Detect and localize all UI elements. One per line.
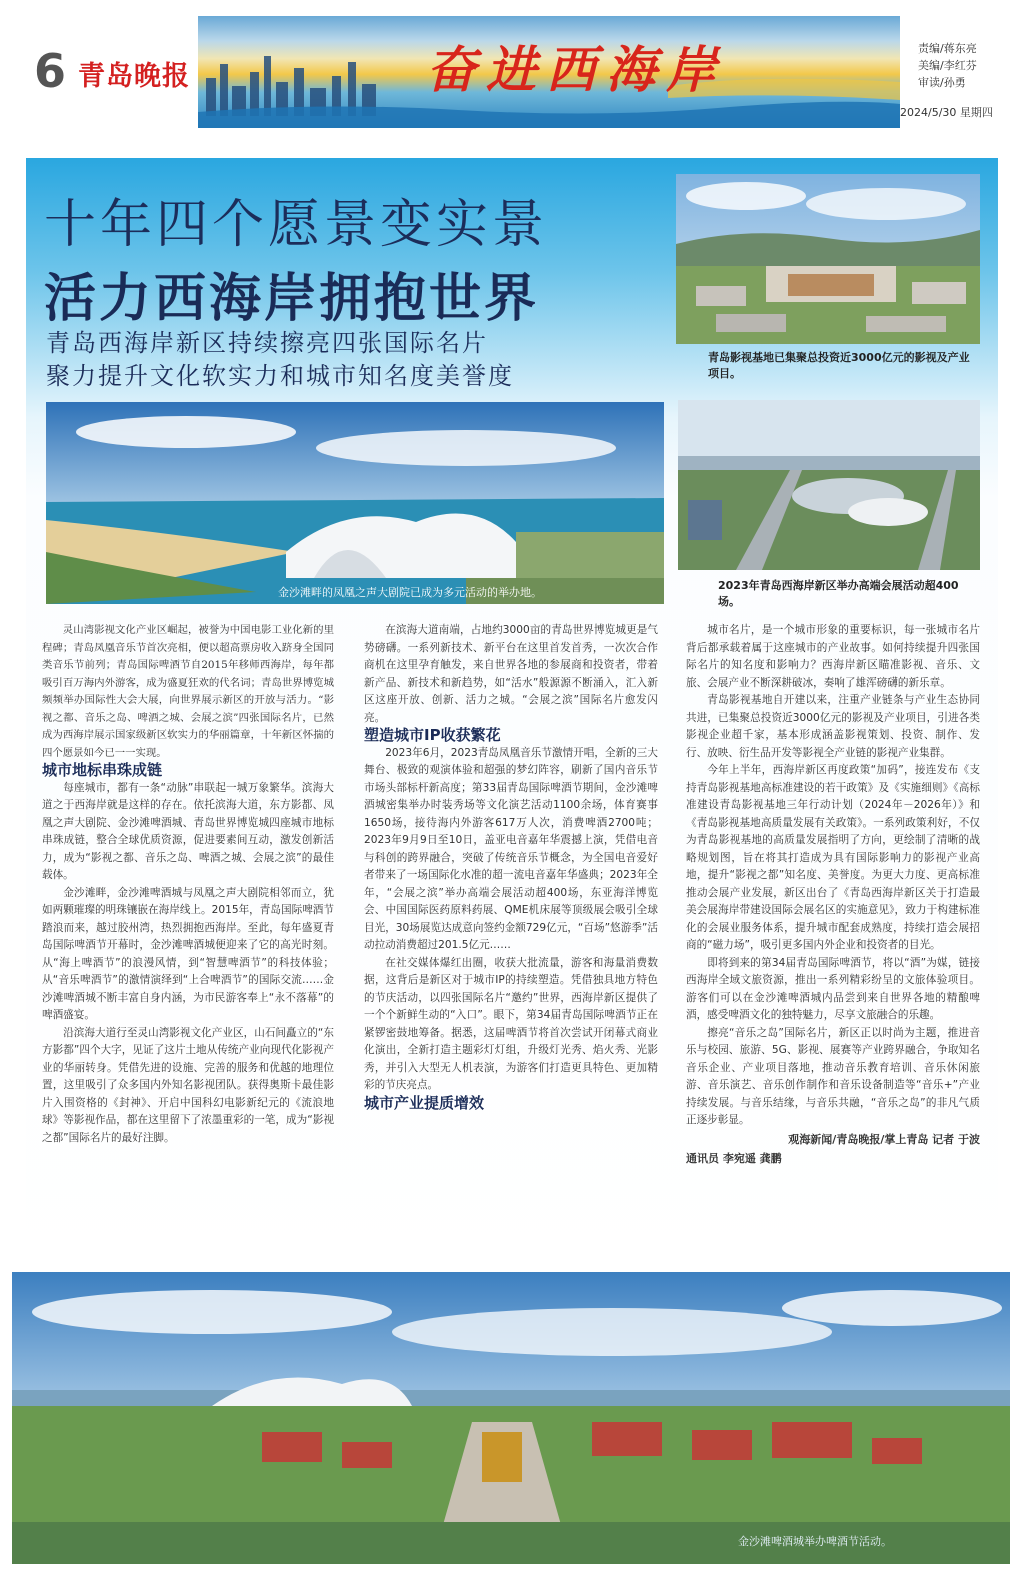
paragraph: 沿滨海大道行至灵山湾影视文化产业区，山石间矗立的“东方影都”四个大字，见证了这片土地从传统产业向现代化影视产业的华丽转身。凭借先进的设施、完善的服务和优越的地理位置，这里吸引了众多国内外知名影视团队。获得奥斯卡最佳影片入围资格的《封神》、开启中国科幻电影新纪元的《流浪地球》等影视作品，都在这里留下了浓墨重彩的一笔，成为“影视之都”国际名片的最好注脚。: [42, 1026, 334, 1144]
credit-editor: 责编/蒋东亮: [918, 42, 977, 55]
section-heading-landmarks: 城市地标串珠成链: [42, 761, 163, 779]
paragraph: 每座城市，都有一条“动脉”串联起一城万象繁华。滨海大道之于西海岸就是这样的存在。依托滨海大道，东方影都、凤凰之声大剧院、金沙滩啤酒城、青岛世界博览城四座城市地标串珠成链，整合全球优质资源，促进要素间互动，激发创新活力，成为“影视之都、音乐之岛、啤酒之城、会展之滨”的最佳载体。: [42, 781, 334, 881]
photo-expo-city: [678, 400, 980, 570]
section-heading-city-ip: 塑造城市IP收获繁花: [364, 726, 501, 744]
subheadline-2: 聚力提升文化软实力和城市知名度美誉度: [46, 362, 514, 390]
film-base-illustration: [676, 174, 980, 344]
caption-beer-city: 金沙滩啤酒城举办啤酒节活动。: [738, 1535, 892, 1548]
paragraph: 2023年6月，2023青岛凤凰音乐节激情开唱，全新的三大舞台、极致的观演体验和超强的梦幻阵容，刷新了国内音乐节市场头部标杆新高度；第33届青岛国际啤酒节期间，金沙滩啤酒城密集举办时装秀场等文化演艺活动1100余场，体育赛事1650场，接待海内外游客617万人次，消费啤酒2700吨；2023年9月9日至10日，盖亚电音嘉年华震撼上演，凭借电音与科创的跨界融合，突破了传统音乐节概念，为全国电音爱好者带来了一场国际化水准的超一流电音嘉年华盛典；2023年全年，“会展之滨”举办高端会展活动超400场，东亚海洋博览会、中国国际医药原料药展、QME机床展等顶级展会吸引全球目光，30场展览达成意向签约金额729亿元，“百场”悠游季”活动拉动消费超过201.5亿元……: [364, 746, 658, 951]
credit-proofreader: 审读/孙勇: [918, 76, 966, 89]
photo-film-base: [676, 174, 980, 344]
subheadline-1: 青岛西海岸新区持续擦亮四张国际名片: [46, 329, 488, 357]
credit-designer: 美编/李红芬: [918, 59, 977, 72]
page-number: 6: [34, 44, 67, 98]
caption-expo-city: 2023年青岛西海岸新区举办高端会展活动超400场。: [718, 579, 959, 608]
byline-reporter: 观海新闻/青岛晚报/掌上青岛 记者 于波: [788, 1132, 980, 1146]
paragraph: 在滨海大道南端，占地约3000亩的青岛世界博览城更是气势磅礴。一系列新技术、新平台在这里首发首秀，一次次合作商机在这里孕育触发，来自世界各地的参展商和投资者，带着新产品、新技术和新趋势，如“活水”般源源不断涌入，汇入新区这座开放、创新、活力之城。“会展之滨”国际名片愈发闪亮。: [364, 624, 658, 724]
paragraph: 青岛影视基地自开建以来，注重产业链条与产业生态协同共进，已集聚总投资近3000亿元的影视及产业项目，引进各类影视企业超千家，基本形成涵盖影视策划、投资、制作、发行、放映、衍生品开发等影视全产业链的影视产业集群。: [686, 694, 980, 759]
article-column-3: [686, 622, 980, 1168]
article-column-1: [42, 622, 334, 1147]
paragraph: 擦亮“音乐之岛”国际名片，新区正以时尚为主题，推进音乐与校园、旅游、5G、影视、展赛等产业跨界融合，争取知名音乐企业、产业项目落地，推动音乐教育培训、音乐休闲旅游、音乐演艺、音乐创作制作和音乐设备制造等“音乐+”产业持续发展。与音乐结缘，与音乐共融，“音乐之岛”的非凡气质正逐步彰显。: [686, 1026, 980, 1126]
article-abstract: 灵山湾影视文化产业区崛起，被誉为中国电影工业化新的里程碑；青岛凤凰音乐节首次亮相，便以超高票房收入跻身全国同类音乐节前列；青岛国际啤酒节自2015年移师西海岸，每年都吸引百万海内外游客，成为盛夏狂欢的代名词；青岛世界博览城频频举办国际性大会大展，向世界展示新区的开放与活力。“影视之都、音乐之岛、啤酒之城、会展之滨”四张国际名片，已然成为西海岸展示国家级新区软实力的华丽篇章，十年新区怀揣的四个愿景如今已一一实现。: [42, 624, 334, 759]
editor-credits: [918, 40, 977, 91]
caption-film-base: 青岛影视基地已集聚总投资近3000亿元的影视及产业项目。: [708, 351, 970, 380]
grand-theatre-illustration: [46, 402, 664, 604]
paragraph: 在社交媒体爆红出圈，收获大批流量，游客和海量消费数据，这背后是新区对于城市IP的持续塑造。凭借独具地方特色的节庆活动，以四张国际名片“邀约”世界，西海岸新区提供了一个个新鲜生动的“入口”。眼下，第34届青岛国际啤酒节正在紧锣密鼓地筹备。据悉，这届啤酒节将首次尝试开闭幕式商业化演出，全新打造主题彩灯灯组，升级灯光秀、焰火秀、光影秀，并引入大型无人机表演，为游客们打造更具特色、更加精彩的节庆亮点。: [364, 956, 658, 1091]
photo-beer-city-panorama: [12, 1272, 1010, 1564]
headline-line1: 十年四个愿景变实景: [44, 195, 549, 255]
article-column-2: [364, 622, 658, 1112]
paragraph: 即将到来的第34届青岛国际啤酒节，将以“酒”为媒，链接西海岸全域文旅资源，推出一系列精彩纷呈的文旅体验项目。游客们可以在金沙滩啤酒城内品尝到来自世界各地的精酿啤酒，感受啤酒文化的独特魅力，尽享文旅融合的乐趣。: [686, 956, 980, 1021]
beer-city-illustration: [12, 1272, 1010, 1564]
section-banner: [198, 16, 900, 128]
expo-city-illustration: [678, 400, 980, 570]
banner-title: 奋进西海岸: [426, 40, 726, 99]
paragraph: 今年上半年，西海岸新区再度政策“加码”，接连发布《支持青岛影视基地高标准建设的若干政策》及《实施细则》《高标准建设青岛影视基地三年行动计划（2024年－2026年）》和《青岛影视基地高质量发展有关政策》。一系列政策利好，不仅为青岛影视基地的高质量发展指明了方向，更绘制了清晰的战略规划图，旨在将其打造成为具有国际影响力的影视产业高地，提升“影视之都”知名度、美誉度。为更大力度、更高标准推动会展产业发展，新区出台了《青岛西海岸新区关于打造最美会展海岸带建设国际会展名区的实施意见》，致力于构建标准化的会展业服务体系，提升城市配套成熟度，持续打造会展招商的“磁力场”，吸引更多国内外企业和投资者的目光。: [686, 764, 980, 951]
paragraph: 金沙滩畔，金沙滩啤酒城与凤凰之声大剧院相邻而立，犹如两颗璀璨的明珠镶嵌在海岸线上。2015年，青岛国际啤酒节踏浪而来，越过胶州湾，热烈拥抱西海岸。至此，每年盛夏青岛国际啤酒节开幕时，金沙滩啤酒城便迎来了它的高光时刻。从“海上啤酒节”的浪漫风情，到“智慧啤酒节”的科技体验；从“音乐啤酒节”的激情演绎到“上合啤酒节”的国际交流……金沙滩啤酒城不断丰富自身内涵，为市民游客奉上“永不落幕”的啤酒盛宴。: [42, 886, 334, 1021]
paragraph: 城市名片，是一个城市形象的重要标识，每一张城市名片背后都承载着属于这座城市的产业故事。如何持续提升四张国际名片的知名度和影响力？西海岸新区瞄准影视、音乐、文旅、会展产业不断深耕破冰，奏响了雄浑磅礴的新乐章。: [686, 624, 980, 689]
photo-grand-theatre: [46, 402, 664, 604]
publication-date: 2024/5/30 星期四: [900, 106, 993, 119]
caption-grand-theatre: 金沙滩畔的凤凰之声大剧院已成为多元活动的举办地。: [278, 586, 542, 599]
headline-line2: 活力西海岸拥抱世界: [44, 269, 540, 329]
section-heading-industry: 城市产业提质增效: [364, 1093, 485, 1112]
paper-name-logo: 青岛晚报: [78, 61, 190, 92]
byline-correspondents: 通讯员 李宛遥 龚鹏: [686, 1151, 782, 1165]
